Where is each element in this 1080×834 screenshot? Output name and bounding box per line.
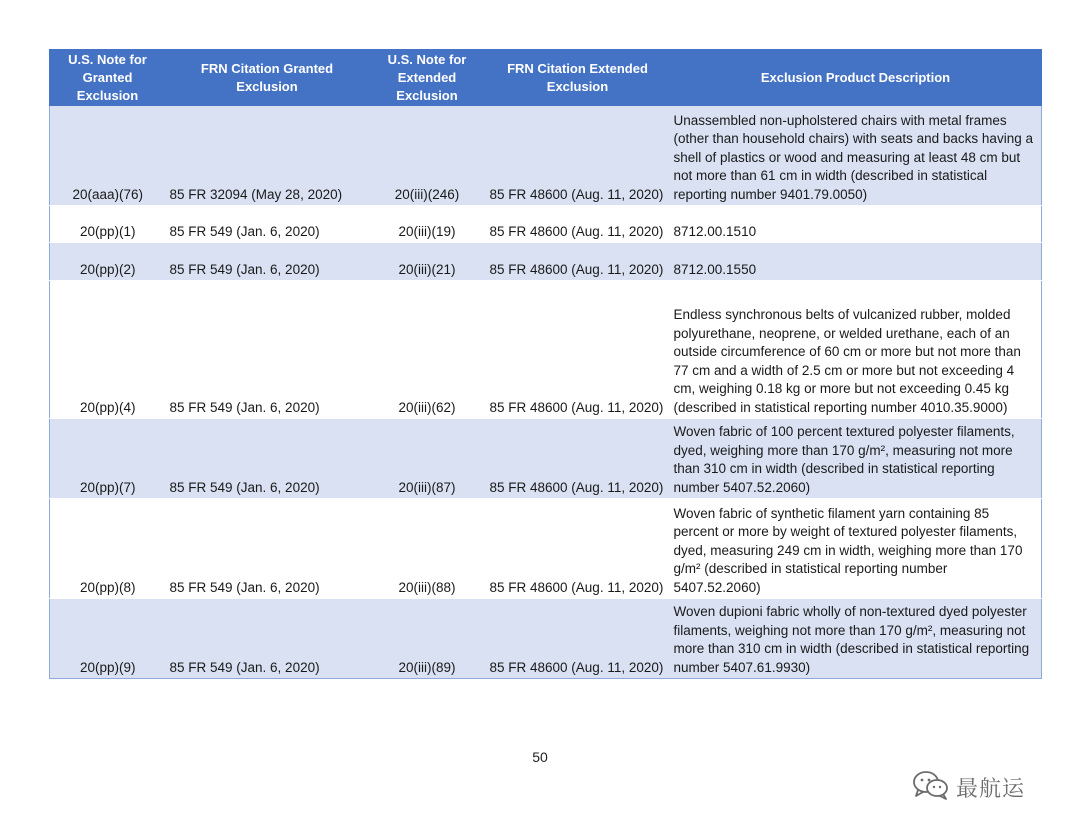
cell-frn-extended: 85 FR 48600 (Aug. 11, 2020)	[486, 243, 670, 281]
cell-us-note-extended: 20(iii)(88)	[369, 499, 486, 599]
table-row	[50, 419, 1042, 499]
cell-us-note-extended: 20(iii)(246)	[369, 106, 486, 206]
table-row	[50, 206, 1042, 243]
cell-us-note-extended: 20(iii)(62)	[369, 281, 486, 419]
cell-description: Woven fabric of synthetic filament yarn containing 85 percent or more by weight of textured polyester filaments, dyed, measuring 249 cm in width, weighing more than 170 g/m² (described in statistical reporting number 5407.52.2060)	[670, 499, 1042, 599]
cell-description: Woven fabric of 100 percent textured polyester filaments, dyed, weighing more than 170 g/m², measuring not more than 310 cm in width (described in statistical reporting number 5407.52.2060)	[670, 419, 1042, 499]
cell-us-note-granted: 20(pp)(1)	[50, 206, 166, 243]
cell-frn-granted: 85 FR 549 (Jan. 6, 2020)	[166, 206, 369, 243]
table-body	[50, 106, 1042, 679]
cell-us-note-extended: 20(iii)(89)	[369, 599, 486, 679]
cell-frn-extended: 85 FR 48600 (Aug. 11, 2020)	[486, 106, 670, 206]
cell-frn-extended: 85 FR 48600 (Aug. 11, 2020)	[486, 206, 670, 243]
cell-us-note-granted: 20(pp)(7)	[50, 419, 166, 499]
cell-us-note-extended: 20(iii)(19)	[369, 206, 486, 243]
cell-frn-extended: 85 FR 48600 (Aug. 11, 2020)	[486, 281, 670, 419]
cell-frn-granted: 85 FR 549 (Jan. 6, 2020)	[166, 243, 369, 281]
cell-description: 8712.00.1550	[670, 243, 1042, 281]
page-number: 50	[532, 749, 548, 765]
cell-frn-extended: 85 FR 48600 (Aug. 11, 2020)	[486, 499, 670, 599]
header-frn-extended: FRN Citation Extended Exclusion	[486, 50, 670, 106]
table-header	[50, 50, 1042, 106]
cell-us-note-granted: 20(pp)(9)	[50, 599, 166, 679]
cell-us-note-granted: 20(pp)(8)	[50, 499, 166, 599]
cell-frn-granted: 85 FR 32094 (May 28, 2020)	[166, 106, 369, 206]
cell-frn-granted: 85 FR 549 (Jan. 6, 2020)	[166, 281, 369, 419]
cell-us-note-extended: 20(iii)(21)	[369, 243, 486, 281]
header-description: Exclusion Product Description	[670, 50, 1042, 106]
table-row	[50, 106, 1042, 206]
wechat-icon	[912, 770, 950, 805]
table-row	[50, 281, 1042, 419]
cell-description: 8712.00.1510	[670, 206, 1042, 243]
cell-us-note-granted: 20(aaa)(76)	[50, 106, 166, 206]
header-row	[50, 50, 1042, 106]
header-us-note-extended: U.S. Note for Extended Exclusion	[369, 50, 486, 106]
cell-us-note-granted: 20(pp)(4)	[50, 281, 166, 419]
cell-frn-granted: 85 FR 549 (Jan. 6, 2020)	[166, 419, 369, 499]
cell-us-note-granted: 20(pp)(2)	[50, 243, 166, 281]
cell-frn-extended: 85 FR 48600 (Aug. 11, 2020)	[486, 419, 670, 499]
watermark	[912, 770, 1025, 804]
table-row	[50, 243, 1042, 281]
cell-frn-granted: 85 FR 549 (Jan. 6, 2020)	[166, 599, 369, 679]
cell-us-note-extended: 20(iii)(87)	[369, 419, 486, 499]
header-frn-granted: FRN Citation Granted Exclusion	[166, 50, 369, 106]
cell-description: Endless synchronous belts of vulcanized rubber, molded polyurethane, neoprene, or welded urethane, each of an outside circumference of 60 cm or more but not more than 77 cm and a width of 2.5 cm or more but not exceeding 4 cm, weighing 0.18 kg or more but not exceeding 0.45 kg (described in statistical reporting number 4010.35.9000)	[670, 281, 1042, 419]
cell-description: Woven dupioni fabric wholly of non-textured dyed polyester filaments, weighing not more than 170 g/m², measuring not more than 310 cm in width (described in statistical reporting number 5407.61.9930)	[670, 599, 1042, 679]
cell-description: Unassembled non-upholstered chairs with metal frames (other than household chairs) with seats and backs having a shell of plastics or wood and measuring at least 48 cm but not more than 61 cm in width (described in statistical reporting number 9401.79.0050)	[670, 106, 1042, 206]
exclusion-table	[49, 49, 1042, 679]
cell-frn-extended: 85 FR 48600 (Aug. 11, 2020)	[486, 599, 670, 679]
table-row	[50, 599, 1042, 679]
cell-frn-granted: 85 FR 549 (Jan. 6, 2020)	[166, 499, 369, 599]
watermark-text: 最航运	[956, 776, 1026, 802]
header-us-note-granted: U.S. Note for Granted Exclusion	[50, 50, 166, 106]
table-row	[50, 499, 1042, 599]
